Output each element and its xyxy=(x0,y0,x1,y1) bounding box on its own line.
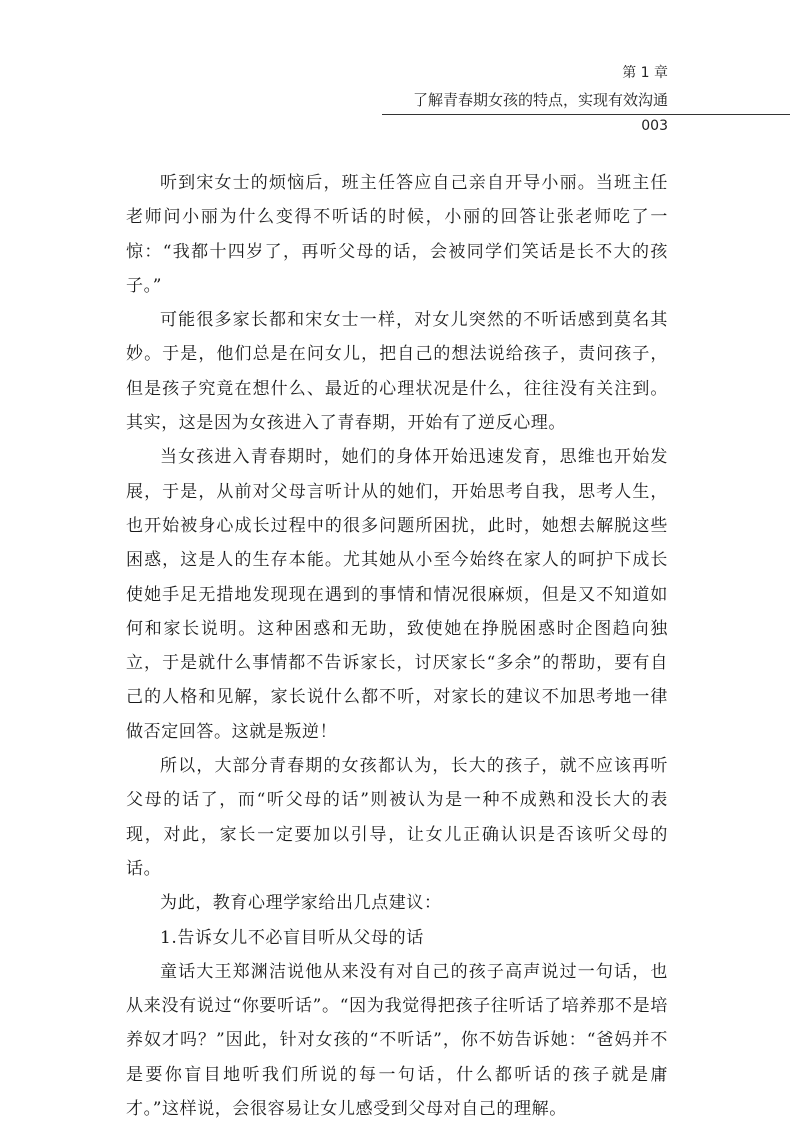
paragraph: 当女孩进入青春期时，她们的身体开始迅速发育，思维也开始发展，于是，从前对父母言听计从的她们，开始思考自我，思考人生，也开始被身心成长过程中的很多问题所困扰，此时，她想去解脱这些困惑，这是人的生存本能。尤其她从小至今始终在家人的呵护下成长使她手足无措地发现现在遇到的事情和情况很麻烦，但是又不知道如何和家长说明。这种困惑和无助，致使她在挣脱困惑时企图趋向独立，于是就什么事情都不告诉家长，讨厌家长“多余”的帮助，要有自己的人格和见解，家长说什么都不听，对家长的建议不加思考地一律做否定回答。这就是叛逆！ xyxy=(126,447,668,742)
chapter-label: 第 1 章 xyxy=(622,65,668,81)
header-rule xyxy=(382,114,790,115)
paragraph: 听到宋女士的烦恼后，班主任答应自己亲自开导小丽。当班主任老师问小丽为什么变得不听话的时候，小丽的回答让张老师吃了一惊：“我都十四岁了，再听父母的话，会被同学们笑话是长不大的孩子。” xyxy=(126,173,668,296)
section-heading: 1.告诉女儿不必盲目听从父母的话 xyxy=(160,927,424,948)
paragraph: 童话大王郑渊洁说他从来没有对自己的孩子高声说过一句话，也从来没有说过“你要听话”。“因为我觉得把孩子往听话了培养那不是培养奴才吗？”因此，针对女孩的“不听话”，你不妨告诉她：“爸妈并不是要你盲目地听我们所说的每一句话，什么都听话的孩子就是庸才。”这样说，会很容易让女儿感受到父母对自己的理解。 xyxy=(126,961,668,1120)
body-text xyxy=(126,166,668,1126)
paragraph: 为此，教育心理学家给出几点建议： xyxy=(160,893,442,914)
page-number: 003 xyxy=(641,118,668,134)
paragraph: 所以，大部分青春期的女孩都认为，长大的孩子，就不应该再听父母的话了，而“听父母的话”则被认为是一种不成熟和没长大的表现，对此，家长一定要加以引导，让女儿正确认识是否该听父母的话。 xyxy=(126,756,668,879)
running-header xyxy=(413,62,668,112)
paragraph: 可能很多家长都和宋女士一样，对女儿突然的不听话感到莫名其妙。于是，他们总是在问女儿，把自己的想法说给孩子，责问孩子，但是孩子究竟在想什么、最近的心理状况是什么，往往没有关注到。其实，这是因为女孩进入了青春期，开始有了逆反心理。 xyxy=(126,310,668,434)
chapter-title: 了解青春期女孩的特点，实现有效沟通 xyxy=(412,91,668,109)
